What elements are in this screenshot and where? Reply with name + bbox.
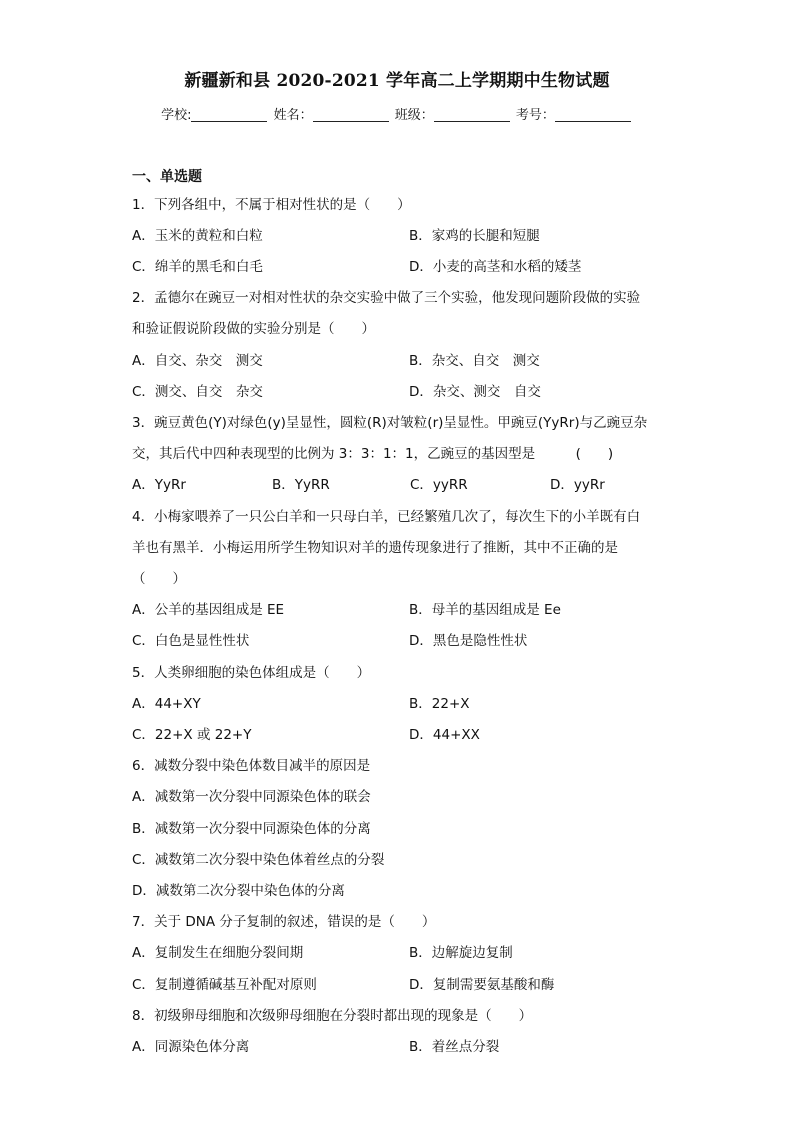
question-7-option-a: A．复制发生在细胞分裂间期	[132, 945, 304, 961]
question-8-option-b: B．着丝点分裂	[409, 1039, 500, 1055]
question-8-stem: 8．初级卵母细胞和次级卵母细胞在分裂时都出现的现象是（ ）	[132, 1008, 533, 1024]
question-5-option-a: A．44+XY	[132, 696, 201, 712]
question-3-stem-line-2: 交，其后代中四种表现型的比例为 3：3：1：1，乙豌豆的基因型是 ( )	[132, 446, 614, 462]
student-info-row	[0, 104, 794, 123]
exam-title: 新疆新和县 2020-2021 学年高二上学期期中生物试题	[184, 71, 610, 91]
name-blank[interactable]	[313, 107, 389, 122]
school-blank[interactable]	[191, 107, 267, 122]
question-4-stem-line-1: 4．小梅家喂养了一只公白羊和一只母白羊，已经繁殖几次了，每次生下的小羊既有白	[132, 509, 641, 525]
question-6-stem: 6．减数分裂中染色体数目减半的原因是	[132, 758, 371, 774]
question-8-option-a: A．同源染色体分离	[132, 1039, 250, 1055]
question-4-stem-line-3: （ ）	[132, 571, 186, 587]
question-1-option-a: A．玉米的黄粒和白粒	[132, 228, 263, 244]
school-label: 学校:	[161, 108, 192, 123]
question-2-option-d: D．杂交、测交 自交	[409, 384, 541, 400]
section-title: 一、单选题	[132, 169, 202, 185]
question-2-option-b: B．杂交、自交 测交	[409, 353, 540, 369]
question-5-stem: 5．人类卵细胞的染色体组成是（ ）	[132, 665, 371, 681]
question-4-option-b: B．母羊的基因组成是 Ee	[409, 602, 561, 618]
question-2-option-a: A．自交、杂交 测交	[132, 353, 263, 369]
question-4-option-d: D．黑色是隐性性状	[409, 633, 528, 649]
question-6-option-d: D．减数第二次分裂中染色体的分离	[132, 883, 345, 899]
exam-no-label: 考号：	[515, 108, 555, 123]
question-7-option-d: D．复制需要氨基酸和酶	[409, 977, 555, 993]
question-6-option-b: B．减数第一次分裂中同源染色体的分离	[132, 821, 371, 837]
question-2-stem-line-2: 和验证假说阶段做的实验分别是（ ）	[132, 321, 375, 337]
question-1-stem: 1．下列各组中，不属于相对性状的是（ ）	[132, 197, 411, 213]
question-3-option-d: D．yyRr	[550, 477, 605, 493]
question-4-option-c: C．白色是显性性状	[132, 633, 250, 649]
question-4-option-a: A．公羊的基因组成是 EE	[132, 602, 285, 618]
question-1-option-c: C．绵羊的黑毛和白毛	[132, 259, 263, 275]
question-3-stem-line-1: 3．豌豆黄色(Y)对绿色(y)呈显性，圆粒(R)对皱粒(r)呈显性。甲豌豆(YyRr)与乙豌豆杂	[132, 415, 648, 431]
question-4-stem-line-2: 羊也有黑羊．小梅运用所学生物知识对羊的遗传现象进行了推断，其中不正确的是	[132, 540, 618, 556]
question-2-option-c: C．测交、自交 杂交	[132, 384, 263, 400]
question-5-option-c: C．22+X 或 22+Y	[132, 727, 252, 743]
question-1-option-b: B．家鸡的长腿和短腿	[409, 228, 540, 244]
name-label: 姓名：	[273, 108, 313, 123]
question-5-option-d: D．44+XX	[409, 727, 480, 743]
question-6-option-c: C．减数第二次分裂中染色体着丝点的分裂	[132, 852, 385, 868]
question-3-option-a: A．YyRr	[132, 477, 186, 493]
question-1-option-d: D．小麦的高茎和水稻的矮茎	[409, 259, 582, 275]
question-3-option-c: C．yyRR	[410, 477, 468, 493]
exam-no-blank[interactable]	[555, 107, 631, 122]
question-2-stem-line-1: 2．孟德尔在豌豆一对相对性状的杂交实验中做了三个实验，他发现问题阶段做的实验	[132, 290, 641, 306]
class-label: 班级：	[394, 108, 434, 123]
class-blank[interactable]	[434, 107, 510, 122]
question-3-option-b: B．YyRR	[272, 477, 330, 493]
question-7-option-c: C．复制遵循碱基互补配对原则	[132, 977, 317, 993]
question-6-option-a: A．减数第一次分裂中同源染色体的联会	[132, 789, 371, 805]
question-7-stem: 7．关于 DNA 分子复制的叙述，错误的是（ ）	[132, 914, 436, 930]
question-7-option-b: B．边解旋边复制	[409, 945, 513, 961]
question-5-option-b: B．22+X	[409, 696, 470, 712]
